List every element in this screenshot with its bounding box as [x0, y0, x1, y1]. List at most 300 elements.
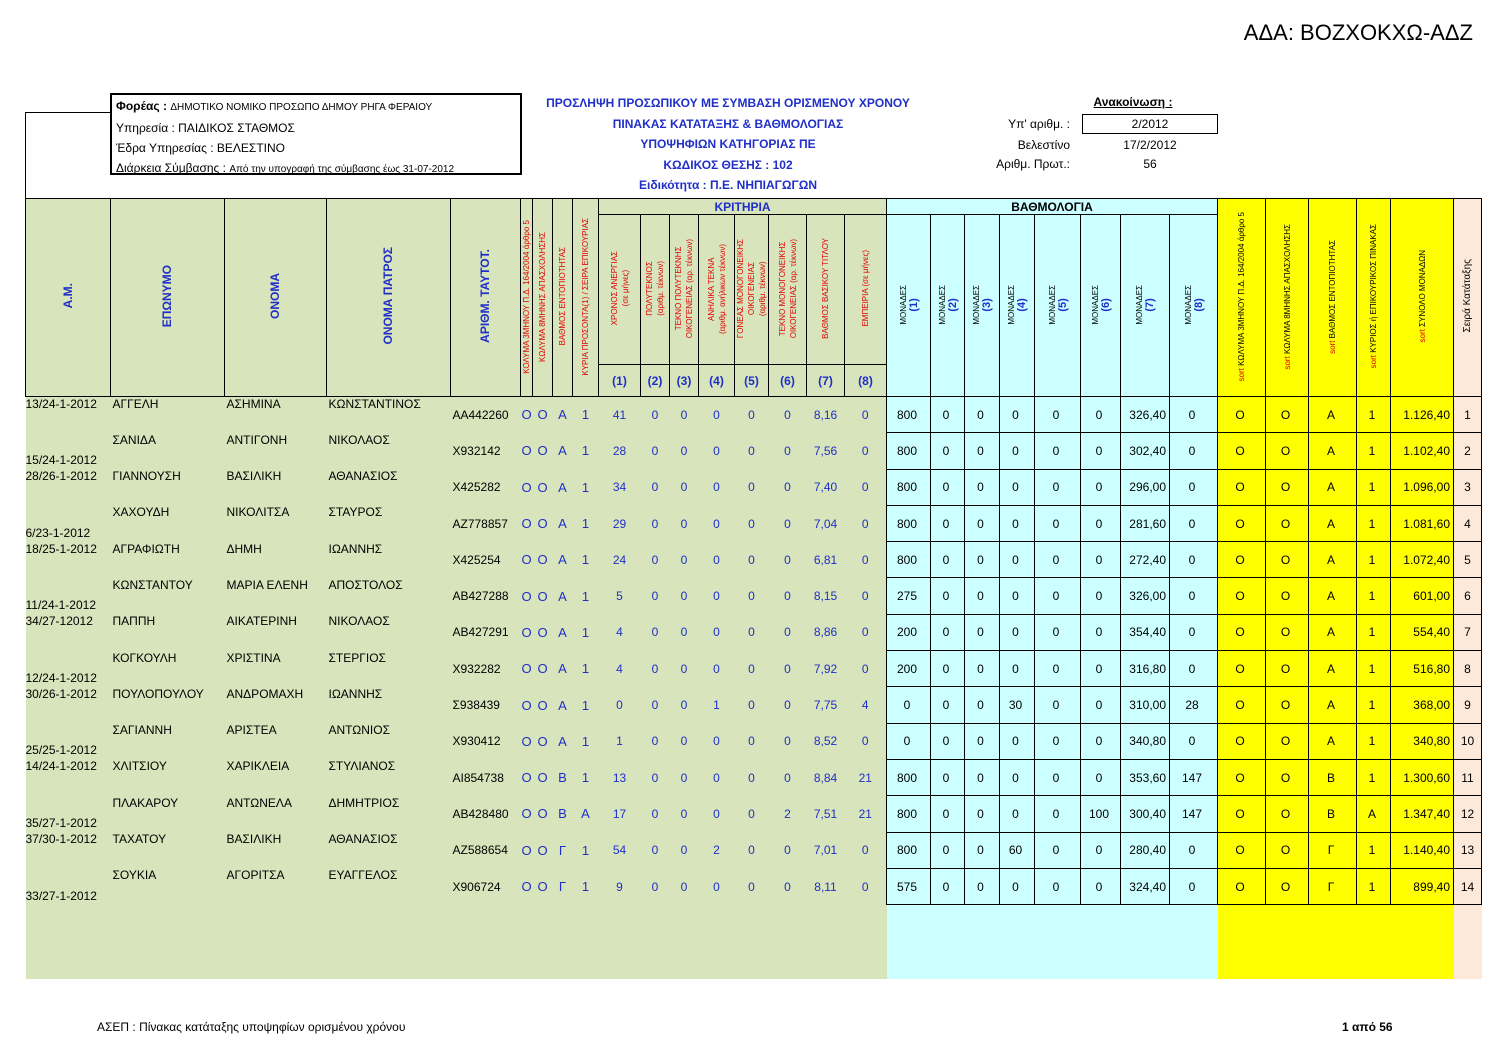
header-seira: Σειρά Κατάταξης	[1454, 199, 1482, 397]
sort-cell: Γ	[1309, 868, 1357, 904]
monades-cell: 275	[887, 578, 931, 614]
criterion-cell: 0	[735, 723, 769, 759]
surname-cell: ΣΑΓΙΑΝΝΗ	[111, 723, 225, 759]
rank-cell: 14	[1454, 868, 1482, 904]
monades-cell: 353,60	[1121, 759, 1170, 795]
criterion-cell: 0	[735, 505, 769, 541]
header-monades-3: ΜΟΝΑΔΕΣ (3)	[965, 215, 1000, 397]
sort-cell: Ο	[1266, 759, 1309, 795]
header-kolyma-8minis: ΚΩΛΥΜΑ 8ΜΗΝΗΣ ΑΠΑΣΧΟΛΗΣΗΣ	[533, 199, 553, 397]
criterion-cell: 0	[670, 651, 699, 687]
header-am: Α.Μ.	[26, 199, 111, 397]
kolyma-cell: Α	[573, 796, 599, 832]
monades-cell: 0	[965, 796, 1000, 832]
table-row	[26, 723, 1482, 759]
kolyma-cell: Α	[553, 469, 573, 505]
am-cell: 34/27-12012	[26, 614, 111, 650]
sort-cell: 1.126,40	[1391, 397, 1454, 433]
id-card-cell: ΑΒ427288	[451, 578, 521, 614]
monades-cell: 0	[1081, 832, 1121, 868]
criterion-cell: 0	[735, 469, 769, 505]
am-cell: 13/24-1-2012	[26, 397, 111, 433]
monades-cell: 0	[965, 614, 1000, 650]
id-card-cell: Χ906724	[451, 868, 521, 904]
kolyma-cell: Ο	[521, 397, 533, 433]
sort-cell: 1.072,40	[1391, 542, 1454, 578]
criterion-cell: 4	[599, 614, 641, 650]
father-name-cell: ΣΤΕΡΓΙΟΣ	[327, 651, 451, 687]
title-line-4: ΚΩΔΙΚΟΣ ΘΕΣΗΣ : 102	[663, 157, 793, 172]
criterion-cell: 41	[599, 397, 641, 433]
criterion-cell: 0	[670, 868, 699, 904]
diarkeia-value: Από την υπογραφή της σύμβασης έως 31-07-2012	[229, 164, 455, 175]
criterion-cell: 0	[769, 578, 807, 614]
edra: Έδρα Υπηρεσίας : ΒΕΛΕΣΤΙΝΟ	[116, 141, 286, 155]
sort-cell: 1	[1357, 868, 1391, 904]
criterion-cell: 0	[845, 832, 887, 868]
header-criterion-number-6: (6)	[769, 365, 807, 397]
rank-cell: 9	[1454, 687, 1482, 723]
first-name-cell: ΑΡΙΣΤΕΑ	[225, 723, 327, 759]
criterion-cell: 29	[599, 505, 641, 541]
criterion-cell: 0	[670, 832, 699, 868]
announcement-num-label: Υπ' αριθμ. :	[1008, 117, 1070, 131]
header-criterion-number-5: (5)	[735, 365, 769, 397]
sort-cell: Α	[1309, 723, 1357, 759]
monades-cell: 200	[887, 651, 931, 687]
criterion-cell: 7,92	[807, 651, 845, 687]
monades-cell: 272,40	[1121, 542, 1170, 578]
monades-cell: 0	[1035, 614, 1081, 650]
monades-cell: 0	[1035, 505, 1081, 541]
monades-cell: 0	[931, 542, 965, 578]
sort-cell: Ο	[1218, 433, 1266, 469]
kolyma-cell: Γ	[553, 868, 573, 904]
criterion-cell: 0	[769, 397, 807, 433]
am-cell: 12/24-1-2012	[26, 651, 111, 687]
rank-cell: 10	[1454, 723, 1482, 759]
criterion-cell: 4	[599, 651, 641, 687]
kolyma-cell: Ο	[533, 469, 553, 505]
monades-cell: 310,00	[1121, 687, 1170, 723]
first-name-cell: ΒΑΣΙΛΙΚΗ	[225, 832, 327, 868]
monades-cell: 0	[1081, 759, 1121, 795]
criterion-cell: 0	[845, 542, 887, 578]
criterion-cell: 0	[641, 796, 670, 832]
monades-cell: 0	[1000, 723, 1035, 759]
surname-cell: ΑΓΓΕΛΗ	[111, 397, 225, 433]
criterion-cell: 8,86	[807, 614, 845, 650]
table-row	[26, 505, 1482, 541]
criterion-cell: 0	[735, 868, 769, 904]
criterion-cell: 8,52	[807, 723, 845, 759]
id-card-cell: ΑΒ428480	[451, 796, 521, 832]
kolyma-cell: Ο	[533, 832, 553, 868]
first-name-cell: ΒΑΣΙΛΙΚΗ	[225, 469, 327, 505]
kolyma-cell: Ο	[521, 796, 533, 832]
kolyma-cell: Α	[553, 578, 573, 614]
monades-cell: 300,40	[1121, 796, 1170, 832]
kolyma-cell: Ο	[533, 651, 553, 687]
kolyma-cell: Ο	[521, 868, 533, 904]
criterion-cell: 0	[699, 542, 735, 578]
surname-cell: ΣΑΝΙΔΑ	[111, 433, 225, 469]
monades-cell: 0	[1081, 614, 1121, 650]
ypiresia: Υπηρεσία : ΠΑΙΔΙΚΟΣ ΣΤΑΘΜΟΣ	[116, 121, 295, 135]
criterion-cell: 8,11	[807, 868, 845, 904]
monades-cell: 0	[1081, 469, 1121, 505]
father-name-cell: ΙΩΑΝΝΗΣ	[327, 687, 451, 723]
monades-cell: 0	[931, 759, 965, 795]
surname-cell: ΠΟΥΛΟΠΟΥΛΟΥ	[111, 687, 225, 723]
kolyma-cell: Ο	[521, 433, 533, 469]
criterion-cell: 0	[699, 868, 735, 904]
header-monades-1: ΜΟΝΑΔΕΣ (1)	[887, 215, 931, 397]
kolyma-cell: 1	[573, 759, 599, 795]
monades-cell: 0	[1000, 578, 1035, 614]
monades-cell: 0	[931, 614, 965, 650]
announcement-place: Βελεστίνο	[1017, 138, 1070, 152]
monades-cell: 326,00	[1121, 578, 1170, 614]
sort-cell: Ο	[1266, 433, 1309, 469]
id-card-cell: ΑΖ588654	[451, 832, 521, 868]
monades-cell: 0	[1081, 433, 1121, 469]
criterion-cell: 0	[670, 796, 699, 832]
criterion-cell: 24	[599, 542, 641, 578]
monades-cell: 0	[1170, 542, 1218, 578]
sort-cell: 601,00	[1391, 578, 1454, 614]
table-row	[26, 868, 1482, 904]
criterion-cell: 9	[599, 868, 641, 904]
kolyma-cell: Ο	[533, 542, 553, 578]
sort-cell: Ο	[1218, 759, 1266, 795]
rank-cell: 13	[1454, 832, 1482, 868]
monades-cell: 0	[1035, 723, 1081, 759]
protocol-label: Αριθμ. Πρωτ.:	[996, 157, 1070, 171]
header-vathmos-entopiotitas: ΒΑΘΜΟΣ ΕΝΤΟΠΙΟΤΗΤΑΣ	[553, 199, 573, 397]
monades-cell: 0	[1035, 832, 1081, 868]
criterion-cell: 0	[670, 578, 699, 614]
monades-cell: 0	[965, 469, 1000, 505]
sort-cell: 1	[1357, 469, 1391, 505]
header-sort-4: sort ΚΥΡΙΟΣ ή ΕΠΙΚΟΥΡΙΚΟΣ ΠΙΝΑΚΑΣ	[1357, 199, 1391, 397]
criterion-cell: 0	[735, 796, 769, 832]
criterion-cell: 21	[845, 796, 887, 832]
header-monades-6: ΜΟΝΑΔΕΣ (6)	[1081, 215, 1121, 397]
monades-cell: 0	[1081, 542, 1121, 578]
kolyma-cell: Ο	[533, 687, 553, 723]
first-name-cell: ΧΑΡΙΚΛΕΙΑ	[225, 759, 327, 795]
sort-cell: 1.096,00	[1391, 469, 1454, 505]
monades-cell: 0	[1035, 469, 1081, 505]
sort-cell: Ο	[1266, 723, 1309, 759]
monades-cell: 0	[965, 687, 1000, 723]
monades-cell: 0	[965, 397, 1000, 433]
criterion-cell: 0	[845, 397, 887, 433]
header-eponymo: ΕΠΩΝΥΜΟ	[111, 199, 225, 397]
first-name-cell: ΑΓΟΡΙΤΣΑ	[225, 868, 327, 904]
kolyma-cell: Α	[553, 723, 573, 759]
sort-cell: 1	[1357, 505, 1391, 541]
monades-cell: 324,40	[1121, 868, 1170, 904]
monades-cell: 0	[1170, 832, 1218, 868]
sort-cell: Α	[1309, 397, 1357, 433]
criterion-cell: 0	[699, 578, 735, 614]
monades-cell: 0	[1081, 505, 1121, 541]
am-cell: 15/24-1-2012	[26, 433, 111, 469]
criterion-cell: 0	[670, 759, 699, 795]
monades-cell: 147	[1170, 759, 1218, 795]
surname-cell: ΚΟΓΚΟΥΛΗ	[111, 651, 225, 687]
rank-cell: 2	[1454, 433, 1482, 469]
monades-cell: 60	[1000, 832, 1035, 868]
header-sort-5: sort ΣΥΝΟΛΟ ΜΟΝΑΔΩΝ	[1391, 199, 1454, 397]
header-criterion-number-3: (3)	[670, 365, 699, 397]
kolyma-cell: 1	[573, 868, 599, 904]
am-cell: 25/25-1-2012	[26, 723, 111, 759]
sort-cell: Γ	[1309, 832, 1357, 868]
father-name-cell: ΣΤΑΥΡΟΣ	[327, 505, 451, 541]
sort-cell: Ο	[1266, 469, 1309, 505]
monades-cell: 0	[1170, 397, 1218, 433]
monades-cell: 30	[1000, 687, 1035, 723]
sort-cell: 1	[1357, 687, 1391, 723]
criterion-cell: 0	[670, 469, 699, 505]
monades-cell: 0	[1035, 759, 1081, 795]
am-cell: 11/24-1-2012	[26, 578, 111, 614]
id-card-cell: ΑΖ778857	[451, 505, 521, 541]
kolyma-cell: Β	[553, 796, 573, 832]
criterion-cell: 0	[735, 759, 769, 795]
header-onoma: ΟΝΟΜΑ	[225, 199, 327, 397]
criterion-cell: 34	[599, 469, 641, 505]
announcement-heading: Ανακοίνωση :	[1093, 95, 1173, 109]
sort-cell: Ο	[1266, 868, 1309, 904]
criterion-cell: 0	[641, 651, 670, 687]
criterion-cell: 13	[599, 759, 641, 795]
document-title	[522, 93, 934, 196]
sort-cell: Α	[1357, 796, 1391, 832]
father-name-cell: ΕΥΑΓΓΕΛΟΣ	[327, 868, 451, 904]
header-sort-2: sort ΚΩΛΥΜΑ 8ΜΗΝΗΣ ΑΠΑΣΧΟΛΗΣΗΣ	[1266, 199, 1309, 397]
father-name-cell: ΝΙΚΟΛΑΟΣ	[327, 614, 451, 650]
monades-cell: 0	[1170, 469, 1218, 505]
sort-cell: Ο	[1266, 614, 1309, 650]
kolyma-cell: Ο	[521, 723, 533, 759]
monades-cell: 0	[887, 723, 931, 759]
first-name-cell: ΧΡΙΣΤΙΝΑ	[225, 651, 327, 687]
surname-cell: ΧΛΙΤΣΙΟΥ	[111, 759, 225, 795]
rank-cell: 8	[1454, 651, 1482, 687]
header-kritiria: ΚΡΙΤΗΡΙΑ	[599, 199, 887, 215]
sort-cell: Ο	[1218, 832, 1266, 868]
id-card-cell: ΑΒ427291	[451, 614, 521, 650]
monades-cell: 0	[1081, 723, 1121, 759]
monades-cell: 0	[1081, 868, 1121, 904]
monades-cell: 0	[965, 651, 1000, 687]
monades-cell: 0	[1081, 687, 1121, 723]
criterion-cell: 0	[699, 759, 735, 795]
sort-cell: Ο	[1218, 505, 1266, 541]
sort-cell: Α	[1309, 614, 1357, 650]
table-row	[26, 578, 1482, 614]
father-name-cell: ΝΙΚΟΛΑΟΣ	[327, 433, 451, 469]
criterion-cell: 0	[735, 832, 769, 868]
criterion-cell: 5	[599, 578, 641, 614]
monades-cell: 302,40	[1121, 433, 1170, 469]
surname-cell: ΠΛΑΚΑΡΟΥ	[111, 796, 225, 832]
sort-cell: 554,40	[1391, 614, 1454, 650]
first-name-cell: ΑΝΔΡΟΜΑΧΗ	[225, 687, 327, 723]
title-line-5: Ειδικότητα : Π.Ε. ΝΗΠΙΑΓΩΓΩΝ	[639, 178, 817, 192]
criterion-cell: 28	[599, 433, 641, 469]
criterion-cell: 54	[599, 832, 641, 868]
kolyma-cell: Ο	[533, 614, 553, 650]
criterion-cell: 0	[769, 433, 807, 469]
am-cell: 18/25-1-2012	[26, 542, 111, 578]
kolyma-cell: Ο	[533, 505, 553, 541]
criterion-cell: 0	[845, 868, 887, 904]
surname-cell: ΓΙΑΝΝΟΥΣΗ	[111, 469, 225, 505]
criterion-cell: 0	[641, 723, 670, 759]
id-card-cell: Χ425282	[451, 469, 521, 505]
kolyma-cell: Ο	[533, 723, 553, 759]
monades-cell: 0	[1170, 433, 1218, 469]
sort-cell: Α	[1309, 433, 1357, 469]
frame-line	[25, 112, 111, 198]
criterion-cell: 0	[735, 687, 769, 723]
sort-cell: 1.300,60	[1391, 759, 1454, 795]
kolyma-cell: Ο	[521, 542, 533, 578]
monades-cell: 0	[1000, 542, 1035, 578]
rank-cell: 1	[1454, 397, 1482, 433]
monades-cell: 0	[1000, 651, 1035, 687]
monades-cell: 354,40	[1121, 614, 1170, 650]
criterion-cell: 0	[769, 759, 807, 795]
criterion-cell: 0	[641, 578, 670, 614]
father-name-cell: ΣΤΥΛΙΑΝΟΣ	[327, 759, 451, 795]
monades-cell: 0	[965, 505, 1000, 541]
criterion-cell: 0	[699, 614, 735, 650]
sort-cell: Ο	[1266, 397, 1309, 433]
table-row	[26, 796, 1482, 832]
monades-cell: 296,00	[1121, 469, 1170, 505]
monades-cell: 0	[1035, 433, 1081, 469]
monades-cell: 0	[931, 505, 965, 541]
kolyma-cell: Ο	[533, 433, 553, 469]
header-vathmologia: ΒΑΘΜΟΛΟΓΙΑ	[887, 199, 1218, 215]
criterion-cell: 2	[769, 796, 807, 832]
monades-cell: 147	[1170, 796, 1218, 832]
kolyma-cell: Ο	[521, 832, 533, 868]
criterion-cell: 0	[699, 397, 735, 433]
rank-cell: 11	[1454, 759, 1482, 795]
monades-cell: 0	[1035, 578, 1081, 614]
sort-cell: Α	[1309, 687, 1357, 723]
monades-cell: 0	[1000, 433, 1035, 469]
father-name-cell: ΑΠΟΣΤΟΛΟΣ	[327, 578, 451, 614]
sort-cell: 516,80	[1391, 651, 1454, 687]
header-sort-3: sort ΒΑΘΜΟΣ ΕΝΤΟΠΙΟΤΗΤΑΣ	[1309, 199, 1357, 397]
diarkeia-label: Διάρκεια Σύμβασης :	[116, 161, 226, 175]
kolyma-cell: 1	[573, 832, 599, 868]
monades-cell: 0	[965, 868, 1000, 904]
criterion-cell: 0	[641, 687, 670, 723]
criterion-cell: 0	[641, 397, 670, 433]
criterion-cell: 8,16	[807, 397, 845, 433]
monades-cell: 0	[1000, 469, 1035, 505]
protocol-number: 56	[1143, 157, 1157, 171]
criterion-cell: 0	[735, 433, 769, 469]
header-criterion-7: ΒΑΘΜΟΣ ΒΑΣΙΚΟΥ ΤΙΤΛΟΥ	[807, 215, 845, 365]
header-monades-7: ΜΟΝΑΔΕΣ (7)	[1121, 215, 1170, 397]
sort-cell: Ο	[1218, 542, 1266, 578]
header-criterion-number-2: (2)	[641, 365, 670, 397]
criterion-cell: 17	[599, 796, 641, 832]
kolyma-cell: Α	[553, 614, 573, 650]
sort-cell: Ο	[1266, 796, 1309, 832]
first-name-cell: ΑΝΤΙΓΟΝΗ	[225, 433, 327, 469]
monades-cell: 0	[1081, 651, 1121, 687]
kolyma-cell: Α	[553, 687, 573, 723]
header-monades-5: ΜΟΝΑΔΕΣ (5)	[1035, 215, 1081, 397]
first-name-cell: ΑΝΤΩΝΕΛΑ	[225, 796, 327, 832]
header-tautotita: ΑΡΙΘΜ. ΤΑΥΤΟΤ.	[451, 199, 521, 397]
criterion-cell: 0	[845, 469, 887, 505]
monades-cell: 316,80	[1121, 651, 1170, 687]
criterion-cell: 0	[641, 832, 670, 868]
monades-cell: 28	[1170, 687, 1218, 723]
monades-cell: 0	[1000, 868, 1035, 904]
announcement-num: 2/2012	[1082, 114, 1218, 134]
criterion-cell: 0	[641, 759, 670, 795]
monades-cell: 0	[1035, 542, 1081, 578]
criterion-cell: 0	[735, 542, 769, 578]
foreas-label: Φορέας :	[116, 99, 167, 113]
monades-cell: 800	[887, 433, 931, 469]
monades-cell: 0	[965, 433, 1000, 469]
criterion-cell: 0	[699, 505, 735, 541]
sort-cell: Α	[1309, 651, 1357, 687]
announcement-date: 17/2/2012	[1123, 138, 1177, 152]
monades-cell: 0	[1035, 868, 1081, 904]
criterion-cell: 0	[845, 723, 887, 759]
criterion-cell: 0	[769, 505, 807, 541]
header-monades-2: ΜΟΝΑΔΕΣ (2)	[931, 215, 965, 397]
kolyma-cell: Α	[553, 505, 573, 541]
sort-cell: 1.140,40	[1391, 832, 1454, 868]
criterion-cell: 0	[599, 687, 641, 723]
monades-cell: 0	[1000, 614, 1035, 650]
criterion-cell: 0	[641, 542, 670, 578]
monades-cell: 0	[931, 687, 965, 723]
criterion-cell: 0	[845, 433, 887, 469]
header-monades-4: ΜΟΝΑΔΕΣ (4)	[1000, 215, 1035, 397]
sort-cell: Ο	[1218, 687, 1266, 723]
first-name-cell: ΑΣΗΜΙΝΑ	[225, 397, 327, 433]
sort-cell: 1	[1357, 759, 1391, 795]
monades-cell: 800	[887, 796, 931, 832]
sort-cell: 1	[1357, 433, 1391, 469]
kolyma-cell: 1	[573, 397, 599, 433]
header-criterion-2: ΠΟΛΥΤΕΚΝΟΣ (αριθμ. τέκνων)	[641, 215, 670, 365]
first-name-cell: ΜΑΡΙΑ ΕΛΕΝΗ	[225, 578, 327, 614]
monades-cell: 340,80	[1121, 723, 1170, 759]
header-criterion-5: ΓΟΝΕΑΣ ΜΟΝΟΓΟΝΕΙΚΗΣ ΟΙΚΟΓΕΝΕΙΑΣ (αριθμ. τέκνων)	[735, 215, 769, 365]
criterion-cell: 0	[769, 723, 807, 759]
kolyma-cell: Ο	[533, 578, 553, 614]
criterion-cell: 0	[769, 469, 807, 505]
